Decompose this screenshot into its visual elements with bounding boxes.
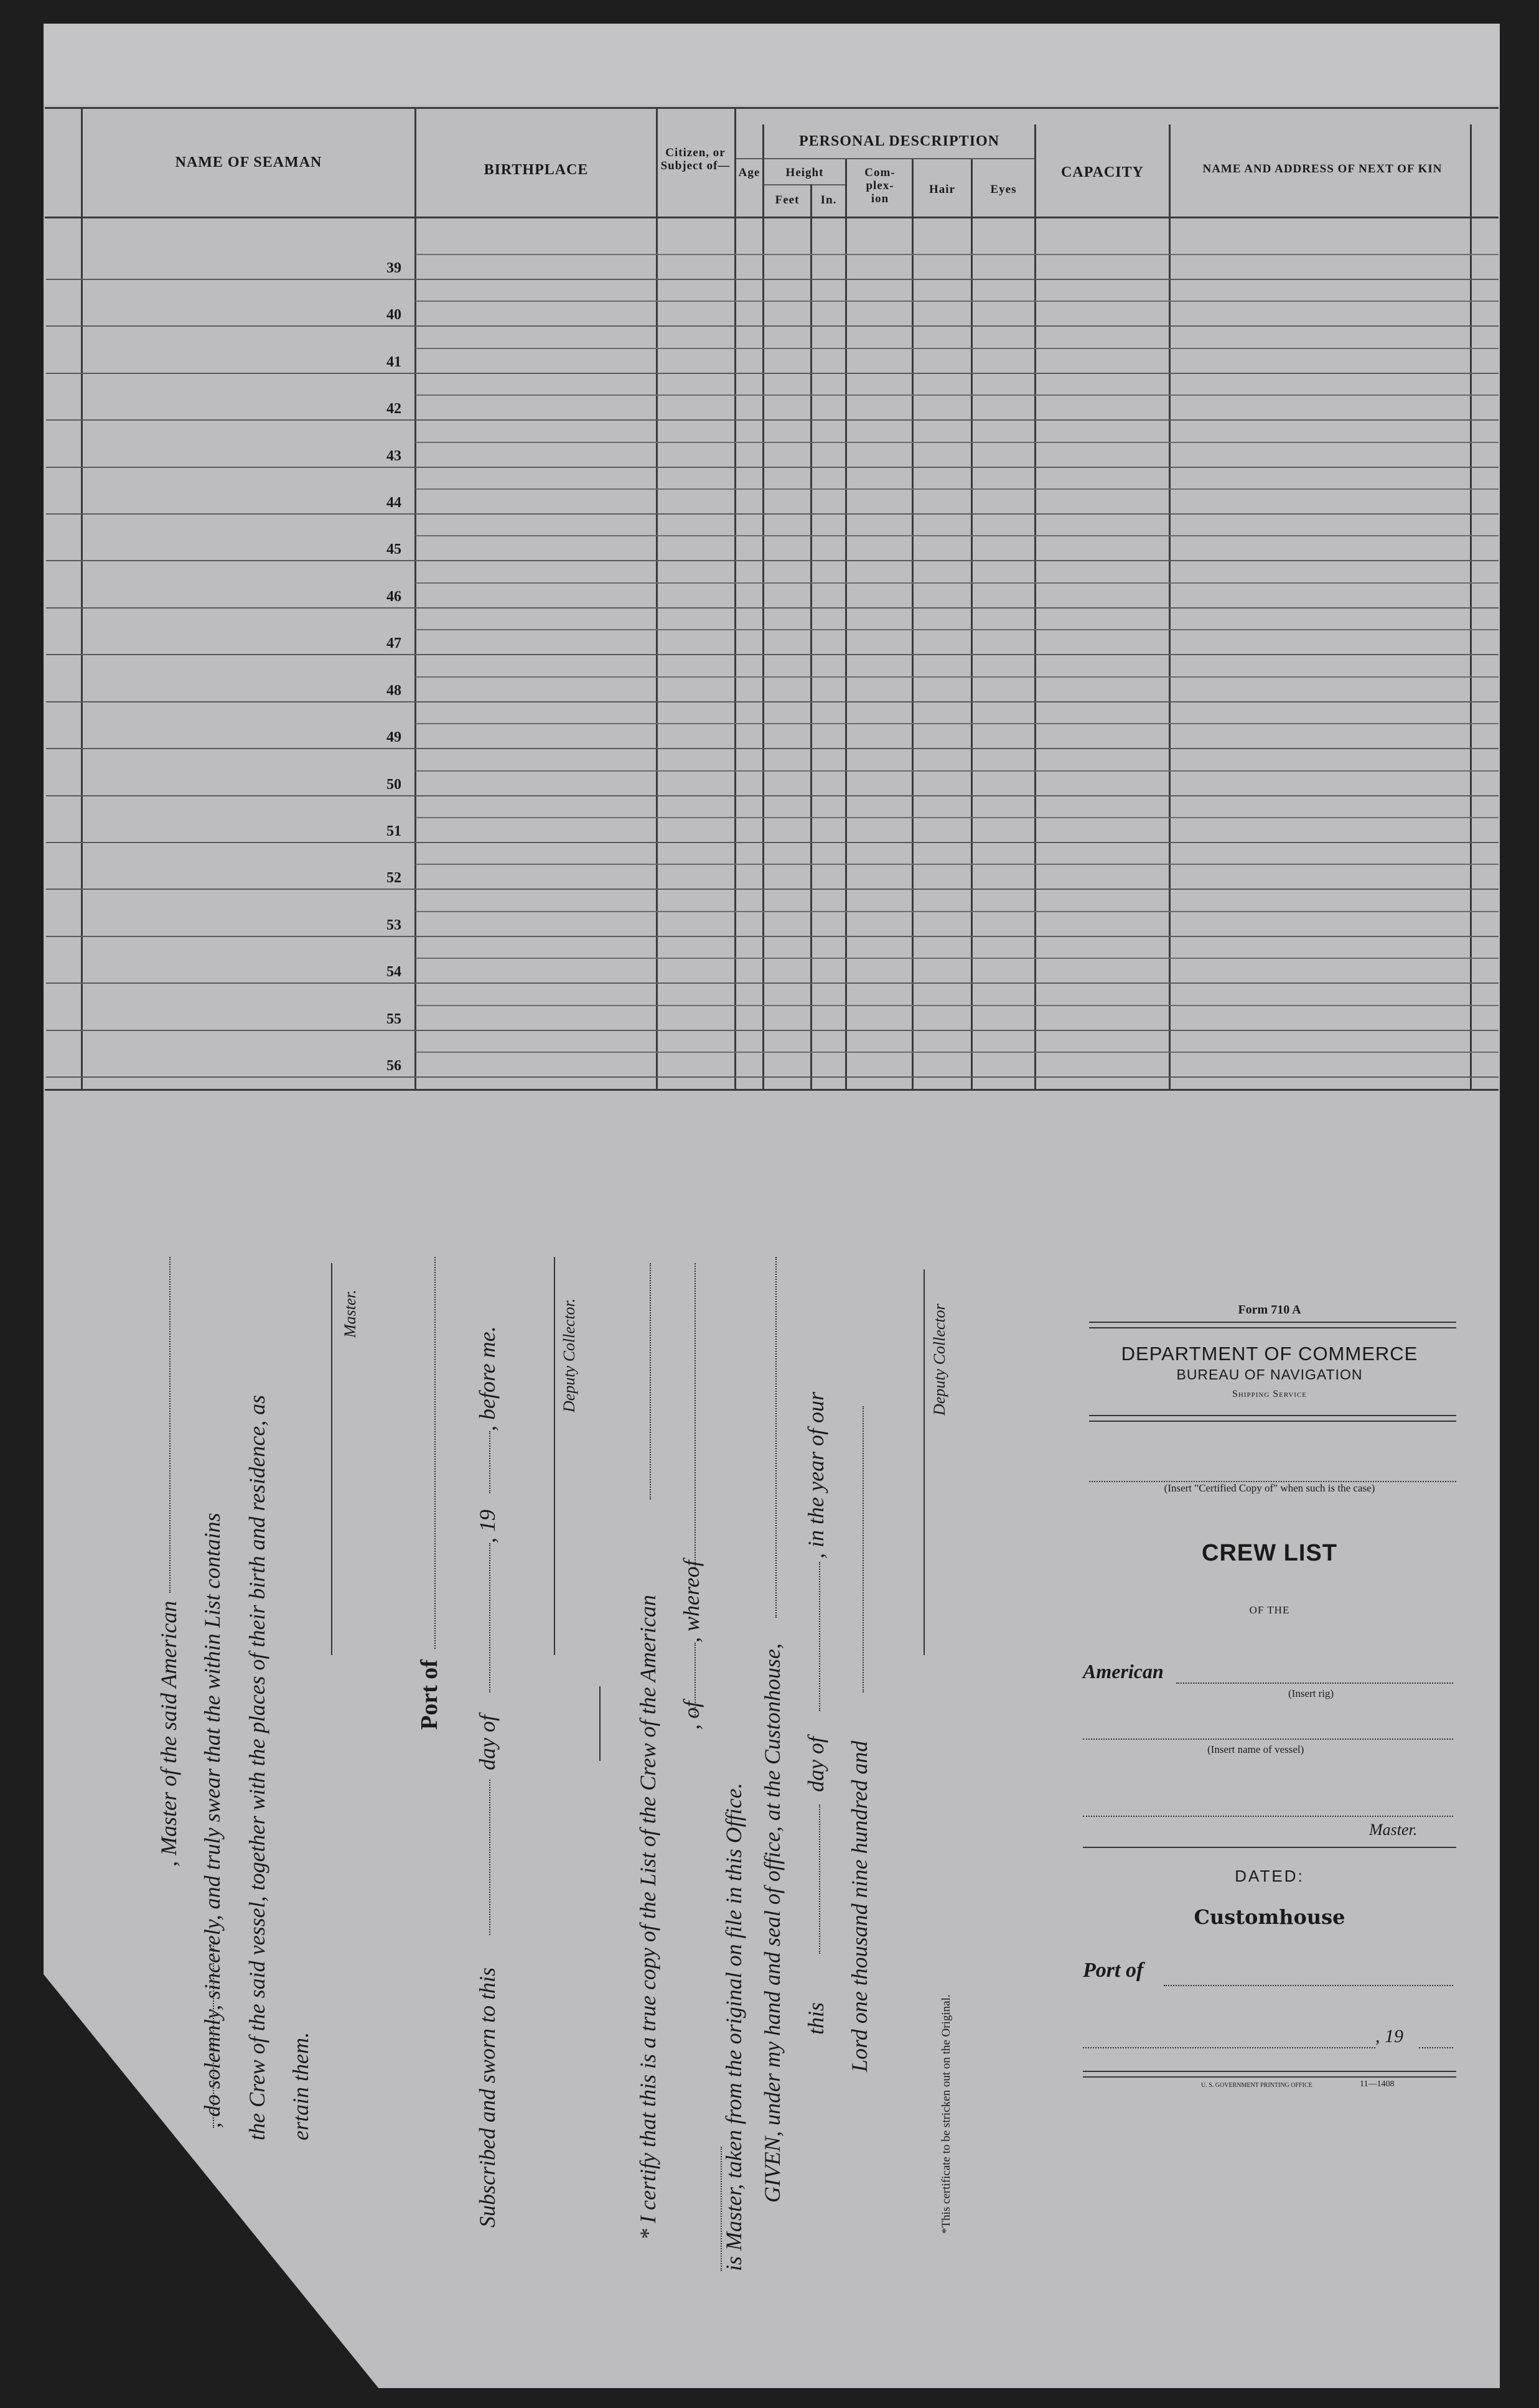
american-label: American: [1083, 1660, 1164, 1682]
printer-credit: U. S. GOVERNMENT PRINTING OFFICE: [1201, 2082, 1312, 2089]
table-row-subline: [416, 770, 1499, 772]
certificate-deputy-collector: Deputy Collector: [930, 1304, 948, 1416]
header-citizen: Citizen, or Subject of—: [660, 146, 731, 172]
insert-rig-note: (Insert rig): [1288, 1687, 1334, 1699]
table-row-subline: [416, 301, 1499, 302]
date-blank: [1083, 2047, 1375, 2048]
table-row-line: [46, 419, 1499, 421]
form-top-rule: [1089, 1322, 1456, 1328]
row-number: 43: [386, 448, 401, 464]
row-number: 41: [386, 354, 401, 370]
oath-port-blank: [434, 1257, 436, 1649]
oath-short-line: [599, 1686, 601, 1761]
given-blank: [775, 1257, 777, 1618]
table-row-line: [46, 325, 1499, 327]
table-header-bottom: [45, 217, 1499, 218]
row-number: 44: [386, 495, 401, 511]
lord-text: Lord one thousand nine hundred and: [847, 1740, 872, 2072]
row-number: 49: [386, 729, 401, 745]
table-row-subline: [416, 582, 1499, 584]
header-name-of-seaman: NAME OF SEAMAN: [175, 154, 322, 170]
oath-line-2-blank: [213, 1941, 214, 2128]
header-hair: Hair: [929, 183, 955, 196]
table-row-subline: [416, 629, 1499, 630]
table-row-line: [46, 982, 1499, 984]
table-row-line: [46, 373, 1499, 374]
oath-deputy-collector: Deputy Collector.: [560, 1298, 578, 1412]
oath-line-4: ertain them.: [288, 2032, 313, 2140]
crew-list-title: CREW LIST: [1202, 1540, 1337, 1566]
print-code: 11—1408: [1360, 2079, 1395, 2089]
certificate-american-blank: [650, 1263, 651, 1500]
certificate-deputy-line: [924, 1269, 925, 1655]
year-blank: [1419, 2047, 1453, 2048]
row-number: 45: [386, 541, 401, 558]
table-row-subline: [416, 254, 1499, 255]
header-personal-description: PERSONAL DESCRIPTION: [798, 133, 1000, 149]
lord-blank: [863, 1406, 864, 1692]
subscribed-text: Subscribed and sworn to this: [475, 1967, 500, 2228]
row-number: 39: [386, 260, 401, 276]
table-row-subline: [416, 1005, 1499, 1006]
certificate-of: , of: [679, 1701, 704, 1730]
subscribed-year: , 19: [475, 1510, 500, 1543]
row-number: 47: [386, 635, 401, 651]
row-number: 51: [386, 823, 401, 839]
table-row-line: [46, 654, 1499, 655]
department-title: DEPARTMENT OF COMMERCE: [1121, 1343, 1418, 1365]
vessel-name-blank: [1083, 1738, 1453, 1740]
row-number: 55: [386, 1011, 401, 1027]
certificate-whereof-blank: [695, 1263, 696, 1568]
form-master-rule: [1083, 1847, 1456, 1848]
form-master-label: Master.: [1369, 1821, 1418, 1839]
certificate-of-blank: [695, 1643, 696, 1717]
given-text: GIVEN, under my hand and seal of office, at the Custonhouse,: [760, 1643, 785, 2203]
header-eyes: Eyes: [990, 183, 1017, 196]
table-row-line: [46, 795, 1499, 796]
table-row-line: [46, 607, 1499, 609]
personal-desc-divider: [736, 158, 1034, 159]
header-height: Height: [785, 166, 824, 179]
table-row-line: [46, 889, 1499, 890]
this-day-of: day of: [803, 1737, 828, 1792]
col-line: [81, 107, 83, 1090]
header-birthplace: BIRTHPLACE: [484, 162, 589, 178]
bureau-title: BUREAU OF NAVIGATION: [1176, 1366, 1363, 1383]
certificate-line-1: * I certify that this is a true copy of the List of the Crew of the American: [635, 1595, 660, 2240]
of-the-label: OF THE: [1249, 1604, 1290, 1616]
row-number: 53: [386, 917, 401, 933]
oath-port-of: Port of: [416, 1659, 442, 1730]
form-port-of: Port of: [1083, 1959, 1144, 1982]
header-complexion: Com-plex-ion: [864, 166, 896, 205]
header-next-of-kin: NAME AND ADDRESS OF NEXT OF KIN: [1202, 162, 1443, 175]
header-capacity: CAPACITY: [1061, 164, 1144, 180]
row-number: 40: [386, 307, 401, 323]
certificate-footnote: *This certificate to be stricken out on the Original.: [940, 1994, 953, 2234]
table-top-border: [45, 107, 1499, 109]
table-row-subline: [416, 864, 1499, 865]
oath-line-3: the Crew of the said vessel, together with the places of their birth and residence, as: [245, 1394, 269, 2140]
row-number: 42: [386, 401, 401, 417]
this-blank: [819, 1804, 820, 1954]
certificate-whereof: , whereof: [679, 1560, 704, 1643]
table-row-line: [46, 936, 1499, 937]
col-line: [810, 184, 812, 1090]
subscribed-month-blank: [489, 1543, 490, 1692]
table-row-subline: [416, 535, 1499, 536]
header-inches: In.: [820, 194, 837, 207]
row-number: 56: [386, 1058, 401, 1074]
table-row-line: [46, 513, 1499, 515]
row-number: 54: [386, 964, 401, 980]
master-name-blank: [1083, 1816, 1453, 1817]
table-row-subline: [416, 911, 1499, 912]
this-text: this: [803, 2002, 828, 2035]
form-number: Form 710 A: [1238, 1303, 1301, 1317]
paper-top-band: [44, 24, 1500, 105]
table-row-line: [46, 467, 1499, 468]
customhouse-label: Customhouse: [1194, 1905, 1345, 1929]
table-row-subline: [416, 723, 1499, 724]
before-me: , before me.: [475, 1326, 500, 1431]
table-row-subline: [416, 348, 1499, 349]
header-age: Age: [738, 166, 760, 179]
table-bottom-border: [45, 1089, 1499, 1091]
form-year: , 19: [1375, 2026, 1403, 2046]
table-row-line: [46, 560, 1499, 561]
table-row-subline: [416, 817, 1499, 818]
master-signature-label: Master.: [341, 1289, 359, 1338]
rig-blank: [1176, 1682, 1453, 1684]
table-row-subline: [416, 442, 1499, 443]
shipping-service: Shipping Service: [1232, 1389, 1307, 1399]
table-row-line: [46, 1030, 1499, 1031]
insert-vessel-note: (Insert name of vessel): [1207, 1743, 1304, 1755]
dated-label: DATED:: [1235, 1867, 1304, 1885]
row-number: 48: [386, 683, 401, 699]
subscribed-day-blank: [489, 1780, 490, 1935]
table-row-subline: [416, 958, 1499, 959]
col-line: [845, 159, 847, 1090]
insert-certified-note: (Insert "Certified Copy of" when such is the case): [1164, 1482, 1375, 1494]
height-divider: [762, 184, 845, 185]
certificate-line-2: is Master, taken from the original on file in this Office.: [721, 1783, 746, 2271]
form-bottom-rule: [1083, 2071, 1456, 2078]
table-row-line: [46, 842, 1499, 843]
col-line: [912, 159, 914, 1090]
port-blank: [1164, 1985, 1453, 1986]
table-row-subline: [416, 676, 1499, 678]
this-month-blank: [819, 1562, 820, 1711]
table-row-subline: [416, 1052, 1499, 1053]
master-signature-line: [331, 1263, 332, 1655]
row-number: 52: [386, 870, 401, 886]
table-row-subline: [416, 488, 1499, 490]
oath-deputy-line: [554, 1257, 555, 1655]
year-of-our: , in the year of our: [803, 1392, 828, 1559]
subscribed-year-blank: [489, 1431, 490, 1493]
table-row-line: [46, 748, 1499, 749]
oath-line-1-blank: [169, 1257, 171, 1593]
row-number: 46: [386, 589, 401, 605]
oath-line-1: , Master of the said American: [156, 1600, 181, 1867]
subscribed-day-of: day of: [475, 1715, 500, 1770]
table-row-line: [46, 701, 1499, 702]
col-line: [971, 159, 973, 1090]
header-feet: Feet: [775, 194, 800, 207]
row-number: 50: [386, 777, 401, 793]
oath-line-2: , do solemnly, sincerely, and truly swear that the within List contains: [200, 1513, 225, 2128]
table-row-subline: [416, 394, 1499, 396]
table-row-line: [46, 1076, 1499, 1078]
form-mid-rule: [1089, 1415, 1456, 1422]
table-row-line: [46, 279, 1499, 280]
